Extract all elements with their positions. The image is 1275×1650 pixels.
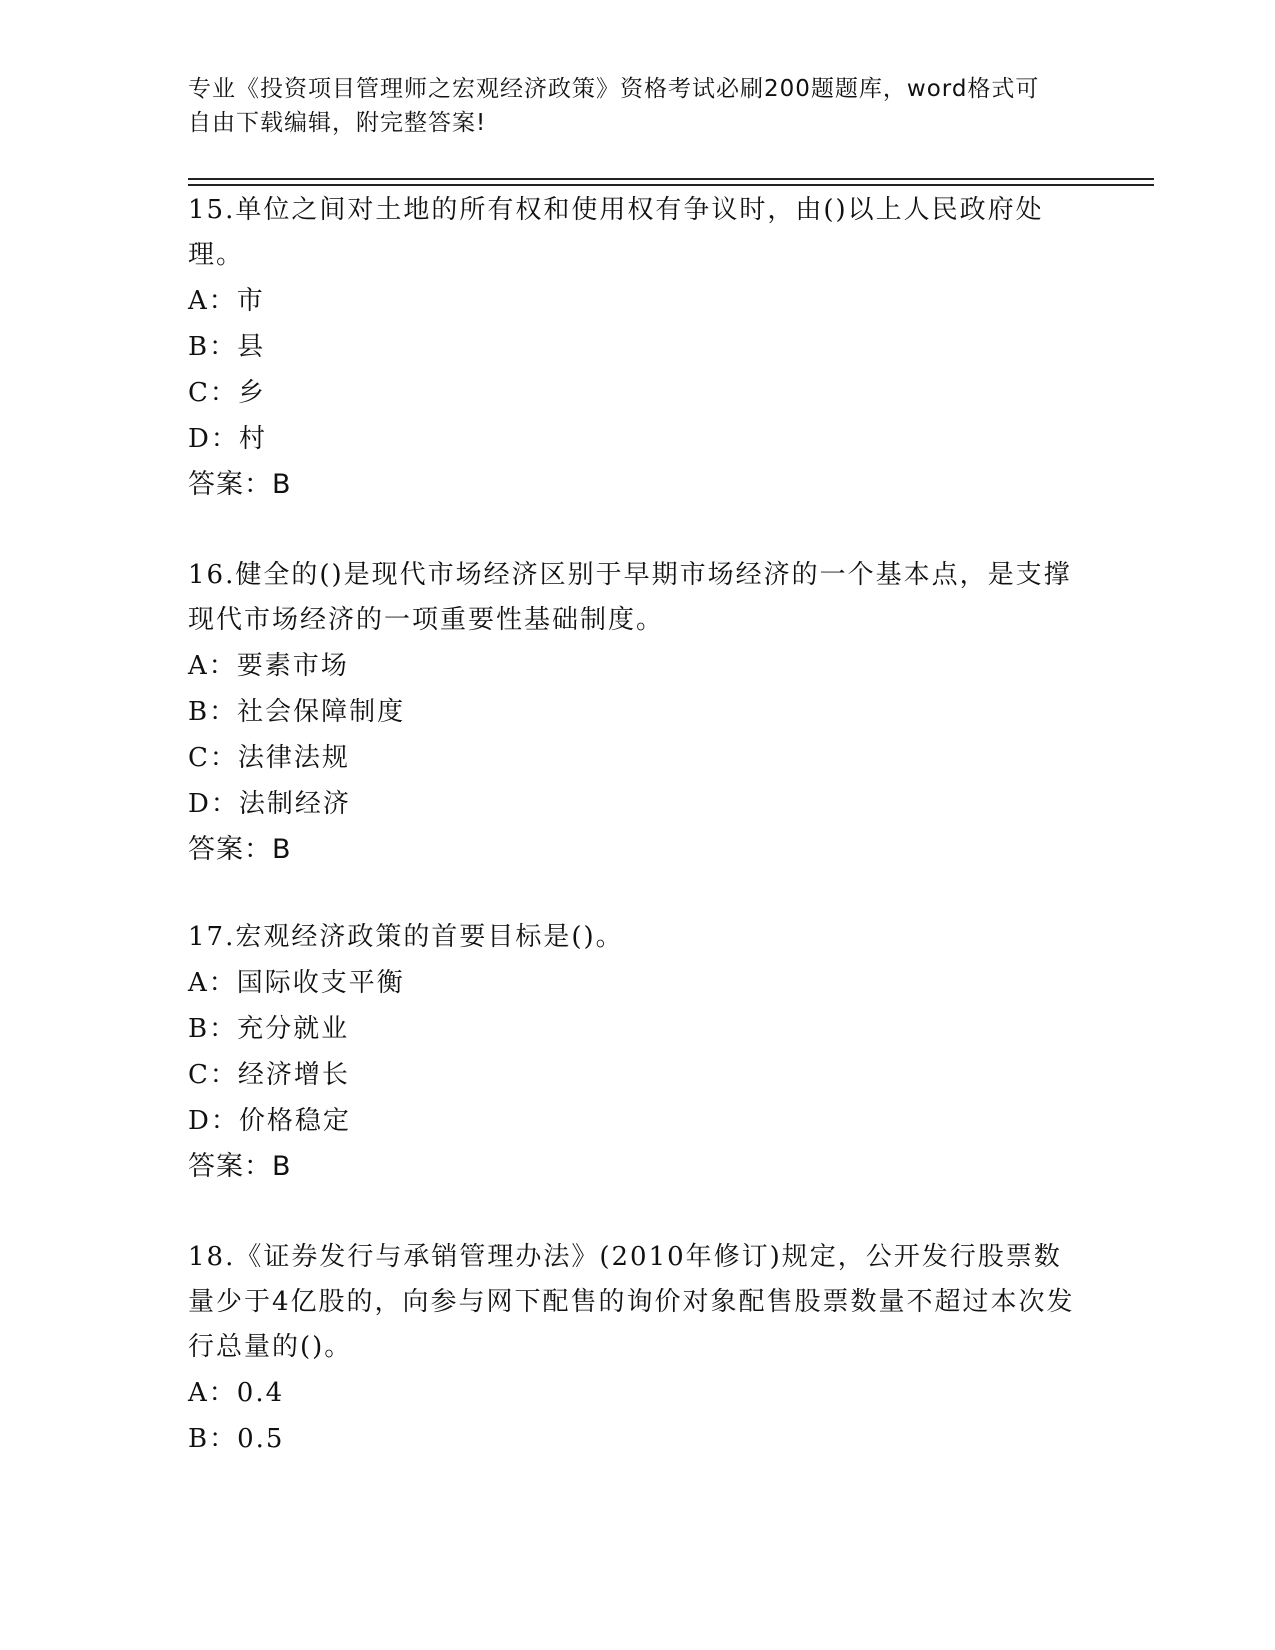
header-divider-top — [188, 178, 1154, 180]
question-18 — [188, 1235, 1088, 1462]
answer: 答案：B — [188, 834, 292, 865]
option-d: D：价格稳定 — [188, 1106, 351, 1136]
option-d: D：法制经济 — [188, 789, 351, 819]
option-b: B：县 — [188, 332, 266, 362]
question-stem: 15.单位之间对土地的所有权和使用权有争议时，由()以上人民政府处理。 — [188, 195, 1044, 270]
option-a: A：国际收支平衡 — [188, 968, 405, 998]
document-header — [188, 72, 1078, 140]
question-stem: 18.《证券发行与承销管理办法》(2010年修订)规定，公开发行股票数量少于4亿股的，向参与网下配售的询价对象配售股票数量不超过本次发行总量的()。 — [188, 1242, 1075, 1362]
option-c: C：乡 — [188, 378, 266, 408]
option-c: C：经济增长 — [188, 1060, 350, 1090]
option-b: B：充分就业 — [188, 1014, 350, 1044]
option-b: B：0.5 — [188, 1424, 285, 1454]
answer: 答案：B — [188, 469, 292, 500]
header-line-2: 自由下载编辑，附完整答案! — [188, 110, 487, 136]
question-16 — [188, 553, 1088, 873]
option-c: C：法律法规 — [188, 743, 350, 773]
question-15 — [188, 188, 1088, 508]
option-a: A：市 — [188, 286, 265, 316]
question-stem: 17.宏观经济政策的首要目标是()。 — [188, 922, 624, 952]
question-17 — [188, 915, 1088, 1190]
option-a: A：0.4 — [188, 1378, 285, 1408]
option-d: D：村 — [188, 424, 267, 454]
option-b: B：社会保障制度 — [188, 697, 406, 727]
question-stem: 16.健全的()是现代市场经济区别于早期市场经济的一个基本点，是支撑现代市场经济的一项重要性基础制度。 — [188, 560, 1072, 635]
header-line-1: 专业《投资项目管理师之宏观经济政策》资格考试必刷200题题库，word格式可 — [188, 76, 1040, 102]
option-a: A：要素市场 — [188, 651, 349, 681]
header-divider-bottom — [188, 184, 1154, 186]
answer: 答案：B — [188, 1151, 292, 1182]
